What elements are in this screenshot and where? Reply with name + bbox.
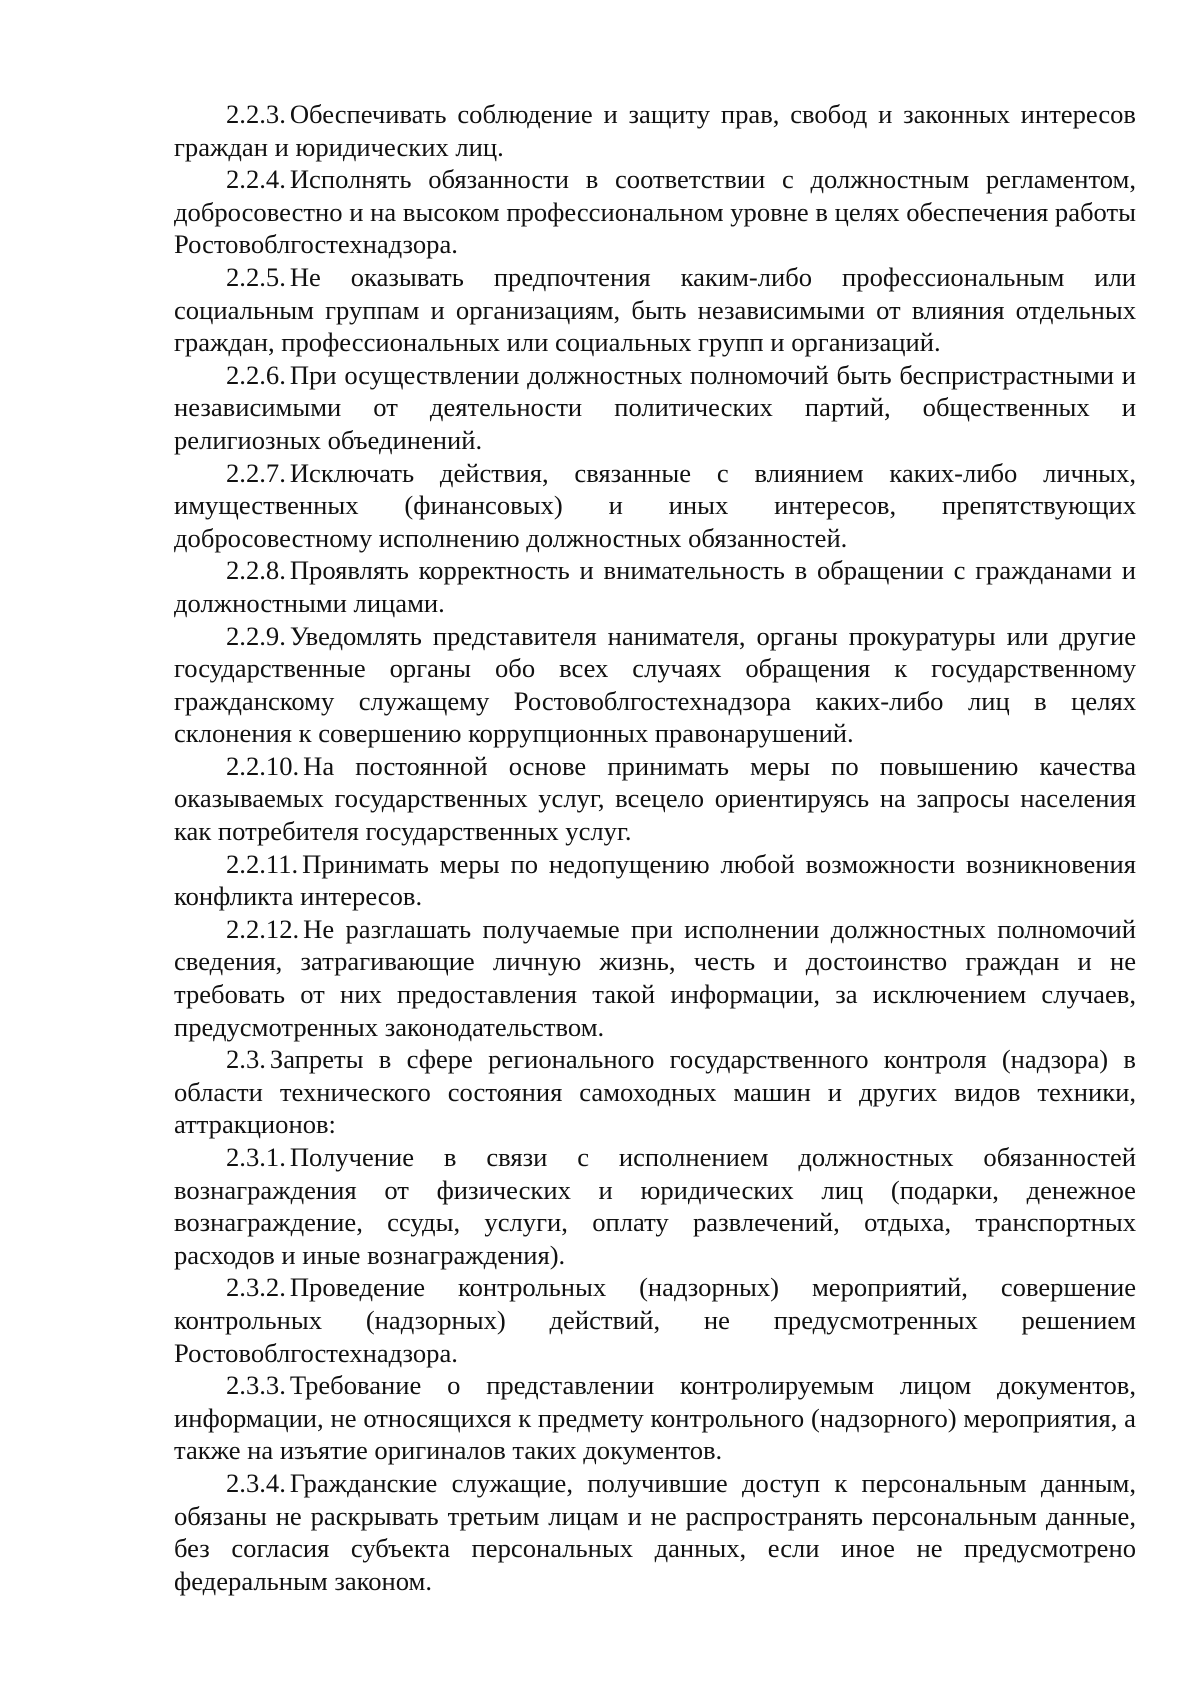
paragraph-number: 2.2.6. <box>226 359 286 390</box>
paragraph-2-2-3 <box>174 98 1136 163</box>
paragraph-2-2-5 <box>174 261 1136 359</box>
paragraph-text: Проведение контрольных (надзорных) мероприятий, совершение контрольных (надзорных) действий, не предусмотренных решением Ростовоблгостехнадзора. <box>174 1272 1136 1368</box>
paragraph-2-2-4 <box>174 163 1136 261</box>
paragraph-text: Исключать действия, связанные с влиянием каких-либо личных, имущественных (финансовых) и иных интересов, препятствующих добросовестному исполнению должностных обязанностей. <box>174 457 1136 553</box>
paragraph-number: 2.2.3. <box>226 99 286 129</box>
paragraph-2-2-9 <box>174 620 1136 750</box>
paragraph-text: Запреты в сфере регионального государственного контроля (надзора) в области технического состояния самоходных машин и других видов техники, аттракционов: <box>174 1044 1136 1140</box>
paragraph-text: Уведомлять представителя нанимателя, органы прокуратуры или другие государственные органы обо всех случаях обращения к государственному гражданскому служащему Ростовоблгостехнадзора каких-либо лиц в целях склонения к совершению коррупционных правонарушений. <box>174 620 1136 749</box>
paragraph-2-2-7 <box>174 457 1136 555</box>
paragraph-number: 2.3.4. <box>226 1467 286 1498</box>
paragraph-number: 2.3. <box>226 1044 266 1075</box>
paragraph-2-3-2 <box>174 1271 1136 1369</box>
paragraph-text: Не разглашать получаемые при исполнении должностных полномочий сведения, затрагивающие личную жизнь, честь и достоинство граждан и не требовать от них предоставления такой информации, за исключением случаев, предусмотренных законодательством. <box>174 913 1136 1042</box>
paragraph-number: 2.3.3. <box>226 1370 286 1401</box>
paragraph-number: 2.3.2. <box>226 1272 286 1303</box>
paragraph-2-3-4 <box>174 1467 1136 1597</box>
paragraph-number: 2.2.8. <box>226 555 286 586</box>
paragraph-2-2-8 <box>174 554 1136 619</box>
paragraph-2-2-10 <box>174 750 1136 848</box>
paragraph-2-2-6 <box>174 359 1136 457</box>
paragraph-number: 2.2.4. <box>226 164 286 195</box>
paragraph-number: 2.3.1. <box>226 1142 286 1172</box>
paragraph-2-3-3 <box>174 1369 1136 1467</box>
paragraph-text: Проявлять корректность и внимательность в обращении с гражданами и должностными лицами. <box>174 555 1136 618</box>
paragraph-text: Принимать меры по недопущению любой возможности возникновения конфликта интересов. <box>174 848 1136 912</box>
paragraph-2-3 <box>174 1043 1136 1141</box>
paragraph-text: При осуществлении должностных полномочий быть беспристрастными и независимыми от деятельности политических партий, общественных и религиозных объединений. <box>174 359 1136 455</box>
paragraph-text: Обеспечивать соблюдение и защиту прав, свобод и законных интересов граждан и юридических лиц. <box>174 99 1136 162</box>
paragraph-2-2-11 <box>174 848 1136 913</box>
paragraph-text: Не оказывать предпочтения каким-либо профессиональным или социальным группам и организациям, быть независимыми от влияния отдельных граждан, профессиональных или социальных групп и организаций. <box>174 261 1136 358</box>
paragraph-number: 2.2.7. <box>226 457 286 488</box>
paragraph-number: 2.2.9. <box>226 620 286 651</box>
paragraph-text: Получение в связи с исполнением должностных обязанностей вознаграждения от физических и юридических лиц (подарки, денежное вознаграждение, ссуды, услуги, оплату развлечений, отдыха, транспортных расходов и иные вознаграждения). <box>174 1142 1136 1270</box>
paragraph-number: 2.2.5. <box>226 261 286 292</box>
paragraph-number: 2.2.12. <box>226 913 300 944</box>
document-page <box>174 98 1136 1597</box>
paragraph-text: Гражданские служащие, получившие доступ к персональным данным, обязаны не раскрывать третьим лицам и не распространять персональным данные, без согласия субъекта персональных данных, если иное не предусмотрено федеральным законом. <box>174 1467 1136 1596</box>
paragraph-2-2-12 <box>174 913 1136 1043</box>
paragraph-text: Исполнять обязанности в соответствии с должностным регламентом, добросовестно и на высоком профессиональном уровне в целях обеспечения работы Ростовоблгостехнадзора. <box>174 164 1136 260</box>
paragraph-text: Требование о представлении контролируемым лицом документов, информации, не относящихся к предмету контрольного (надзорного) мероприятия, а также на изъятие оригиналов таких документов. <box>174 1370 1136 1466</box>
paragraph-number: 2.2.10. <box>226 750 300 781</box>
paragraph-2-3-1 <box>174 1141 1136 1271</box>
paragraph-number: 2.2.11. <box>226 848 299 879</box>
paragraph-text: На постоянной основе принимать меры по повышению качества оказываемых государственных услуг, всецело ориентируясь на запросы населения как потребителя государственных услуг. <box>174 750 1136 847</box>
